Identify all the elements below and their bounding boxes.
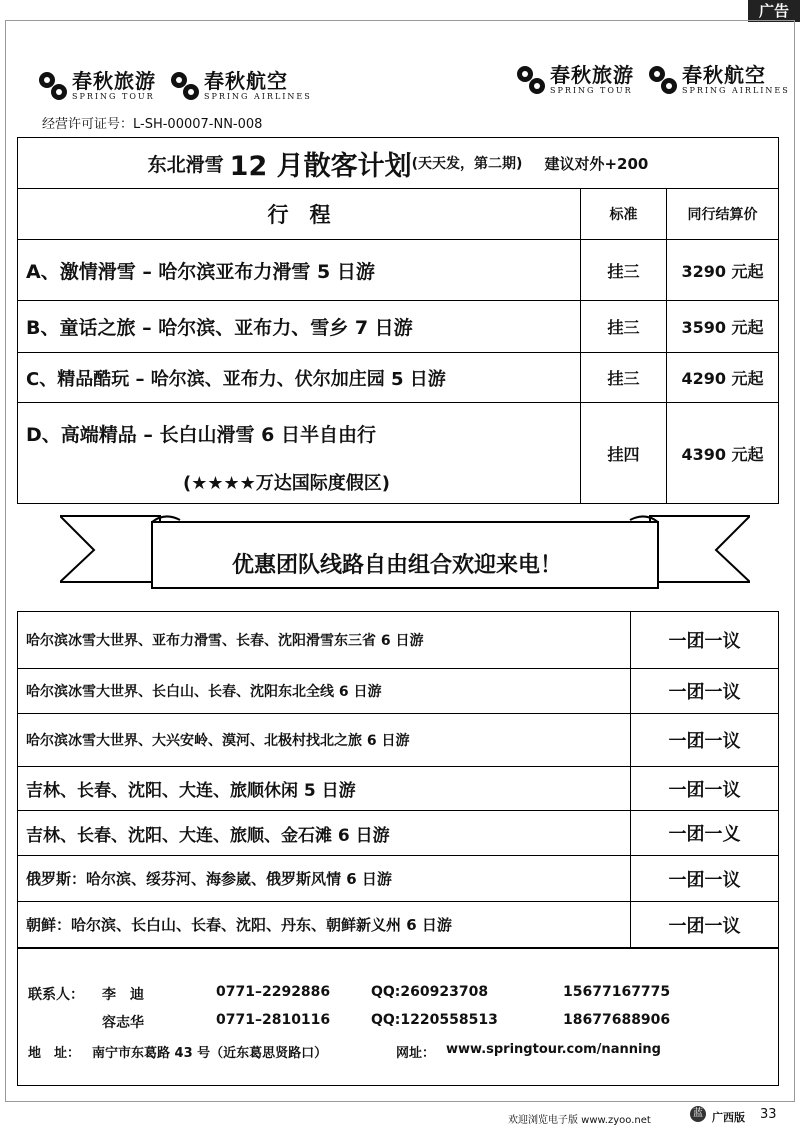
group-row-name: 朝鲜：哈尔滨、长白山、长春、沈阳、丹东、朝鲜新义州 6 日游 xyxy=(26,916,452,934)
group-row-price: 一团一议 xyxy=(668,869,741,891)
plan-row xyxy=(18,352,778,402)
group-row-name: 哈尔滨冰雪大世界、长白山、长春、沈阳东北全线 6 日游 xyxy=(26,684,382,700)
plan-row-price: 3590 元起 xyxy=(681,318,764,337)
spring-logo-icon xyxy=(168,69,202,103)
group-row-price: 一团一议 xyxy=(668,682,741,703)
contact-phone: 0771–2292886 xyxy=(216,984,331,1000)
plan-header-row xyxy=(18,188,778,239)
spring-logo-icon xyxy=(36,69,70,103)
footer-edition: 广西版 xyxy=(712,1111,745,1124)
page-number: 33 xyxy=(760,1107,777,1122)
contact-mobile: 15677167775 xyxy=(563,984,671,1000)
plan-row-name: A、激情滑雪 – 哈尔滨亚布力滑雪 5 日游 xyxy=(26,260,375,283)
plan-row-price: 3290 元起 xyxy=(681,261,764,281)
plan-row xyxy=(18,239,778,300)
footer-text: 欢迎浏览电子版 www.zyoo.net xyxy=(508,1115,651,1126)
plan-table xyxy=(17,137,779,504)
group-row-name: 哈尔滨冰雪大世界、大兴安岭、漠河、北极村找北之旅 6 日游 xyxy=(26,733,410,749)
contact-qq: QQ:260923708 xyxy=(371,984,489,1000)
plan-row-standard: 挂四 xyxy=(607,444,640,464)
plan-title-pre: 东北滑雪 xyxy=(147,153,224,176)
plan-title-paren: (天天发，第二期) xyxy=(411,156,523,172)
group-row xyxy=(18,901,778,947)
group-row-name: 俄罗斯：哈尔滨、绥芬河、海参崴、俄罗斯风情 6 日游 xyxy=(26,870,392,888)
logo-tour-en: SPRING TOUR xyxy=(72,92,155,101)
spring-logo-icon xyxy=(514,63,548,97)
license-number: 经营许可证号：L-SH-00007-NN-008 xyxy=(42,117,263,132)
plan-row-standard: 挂三 xyxy=(607,261,640,281)
group-row-name: 哈尔滨冰雪大世界、亚布力滑雪、长春、沈阳滑雪东三省 6 日游 xyxy=(26,633,424,649)
logo-tour-en: SPRING TOUR xyxy=(550,86,633,95)
plan-row-name: D、高端精品 – 长白山滑雪 6 日半自由行 xyxy=(26,423,376,446)
group-row xyxy=(18,612,778,668)
plan-row-standard: 挂三 xyxy=(607,318,640,337)
plan-row-standard: 挂三 xyxy=(607,369,640,388)
plan-row-price: 4290 元起 xyxy=(681,369,764,388)
plan-title-main: 12 月散客计划 xyxy=(229,150,412,182)
website-link[interactable]: www.springtour.com/nanning xyxy=(446,1042,661,1057)
logo-air-cn: 春秋航空 xyxy=(204,69,288,93)
group-row xyxy=(18,810,778,855)
web-label: 网址： xyxy=(396,1046,436,1061)
plan-title-row xyxy=(18,138,778,188)
group-row xyxy=(18,668,778,713)
footer-badge-icon: 蓝 xyxy=(690,1106,706,1122)
address-label: 地 址： xyxy=(28,1046,81,1061)
col-price: 同行结算价 xyxy=(687,207,758,223)
logo-air-cn: 春秋航空 xyxy=(682,63,766,87)
contact-name: 容志华 xyxy=(102,1015,144,1031)
logo-air-en: SPRING AIRLINES xyxy=(204,92,312,101)
col-standard: 标准 xyxy=(609,207,638,223)
contact-box xyxy=(17,948,779,1086)
group-row-price: 一团一议 xyxy=(668,631,741,652)
contact-phone: 0771–2810116 xyxy=(216,1012,331,1028)
group-row-price: 一团一议 xyxy=(668,731,741,752)
plan-row-price: 4390 元起 xyxy=(681,444,764,464)
group-row-name: 吉林、长春、沈阳、大连、旅顺、金石滩 6 日游 xyxy=(26,825,390,846)
plan-row-name: C、精品酷玩 – 哈尔滨、亚布力、伏尔加庄园 5 日游 xyxy=(26,368,446,390)
logo-air-en: SPRING AIRLINES xyxy=(682,86,790,95)
plan-row-sub: (★★★★万达国际度假区) xyxy=(183,473,390,494)
group-table xyxy=(17,611,779,948)
col-itinerary: 行 程 xyxy=(267,203,331,227)
logo-tour-cn: 春秋旅游 xyxy=(550,63,634,87)
logo-spring-airlines-left xyxy=(168,66,312,106)
plan-row xyxy=(18,402,778,503)
group-row-price: 一团一议 xyxy=(668,915,741,937)
logo-spring-tour-right xyxy=(514,60,634,100)
group-row xyxy=(18,855,778,901)
contact-name: 李 迪 xyxy=(102,987,144,1003)
logo-spring-tour-left xyxy=(36,66,156,106)
group-row xyxy=(18,713,778,766)
group-row-price: 一团一义 xyxy=(668,824,741,845)
spring-logo-icon xyxy=(646,63,680,97)
plan-row-name: B、童话之旅 – 哈尔滨、亚布力、雪乡 7 日游 xyxy=(26,317,413,339)
contact-qq: QQ:1220558513 xyxy=(371,1012,498,1028)
plan-row xyxy=(18,300,778,352)
logo-tour-cn: 春秋旅游 xyxy=(72,69,156,93)
group-row-price: 一团一议 xyxy=(668,779,741,801)
address-text: 南宁市东葛路 43 号（近东葛思贤路口） xyxy=(92,1046,328,1061)
plan-title-note: 建议对外+200 xyxy=(544,154,649,173)
logo-spring-airlines-right xyxy=(646,60,790,100)
group-row xyxy=(18,766,778,810)
ad-tag: 广告 xyxy=(748,0,800,22)
group-row-name: 吉林、长春、沈阳、大连、旅顺休闲 5 日游 xyxy=(26,781,356,801)
contact-mobile: 18677688906 xyxy=(563,1012,671,1028)
contact-label: 联系人： xyxy=(28,987,84,1003)
banner-text: 优惠团队线路自由组合欢迎来电！ xyxy=(231,553,562,578)
